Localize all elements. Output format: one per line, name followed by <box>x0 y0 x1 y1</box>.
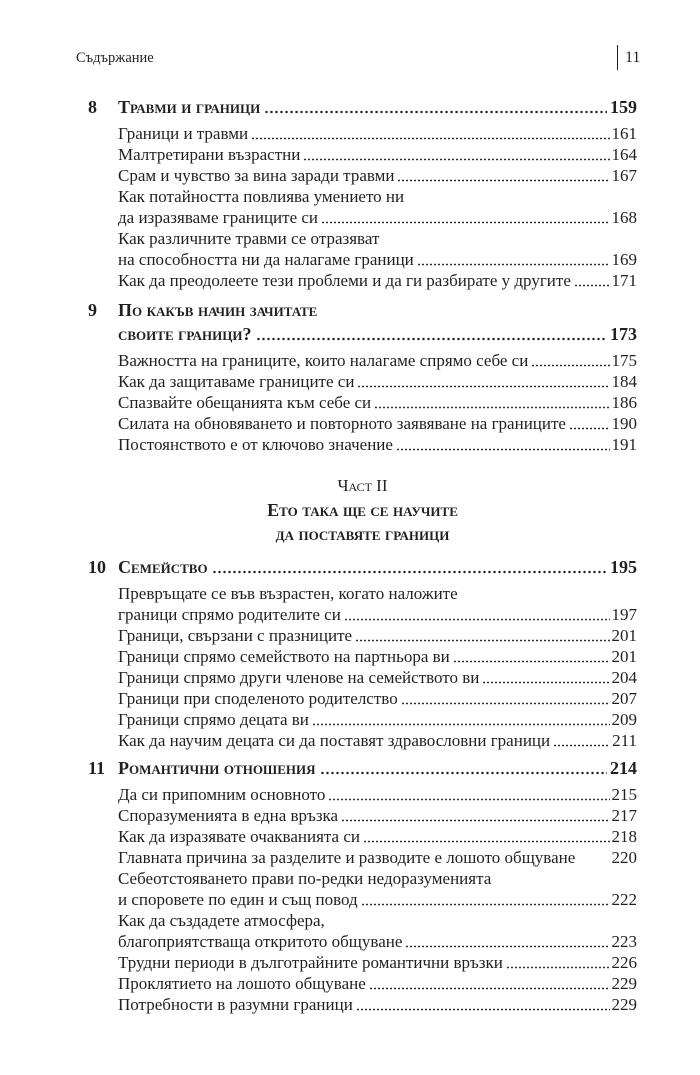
entry-page-number: 229 <box>611 995 637 1014</box>
toc-entry <box>118 931 637 952</box>
toc-entry <box>118 165 637 186</box>
toc-entry <box>118 952 637 973</box>
chapter-number: 10 <box>88 557 106 577</box>
entry-spacer <box>579 847 607 868</box>
entry-title: Себеотстояването прави по-редки недоразуменията <box>118 869 492 888</box>
entry-title: Как да научим децата си да поставят здравословни граници <box>118 731 551 750</box>
page-number: 11 <box>625 49 641 66</box>
entry-title: Потребности в разумни граници <box>118 995 353 1014</box>
toc-entry <box>118 350 637 371</box>
entry-page-number: 215 <box>611 785 637 804</box>
dot-leader <box>396 434 610 455</box>
entry-title: Важността на границите, които налагаме спрямо себе си <box>118 351 529 370</box>
dot-leader <box>312 709 610 730</box>
chapter-heading <box>88 555 637 579</box>
entry-title: Постоянството е от ключово значение <box>118 435 393 454</box>
toc-entry-line <box>118 228 637 249</box>
toc-entry <box>118 270 637 291</box>
chapter-entries <box>88 583 637 751</box>
header-divider <box>617 45 618 70</box>
entry-page-number: 168 <box>611 208 637 227</box>
dot-leader <box>531 350 609 371</box>
entry-title: Граници спрямо децата ви <box>118 710 309 729</box>
chapter-heading-continued <box>88 322 637 346</box>
entry-page-number: 197 <box>611 605 637 624</box>
entry-page-number: 164 <box>611 145 637 164</box>
toc-entry <box>118 123 637 144</box>
entry-page-number: 226 <box>611 953 637 972</box>
dot-leader <box>320 756 608 780</box>
entry-title: Как да изразявате очакванията си <box>118 827 360 846</box>
toc-entry <box>118 847 637 868</box>
chapter-11 <box>88 756 637 1015</box>
entry-page-number: 167 <box>611 166 637 185</box>
dot-leader <box>363 826 610 847</box>
dot-leader <box>356 994 610 1015</box>
dot-leader <box>574 270 610 291</box>
dot-leader <box>553 730 610 751</box>
entry-title: Проклятието на лошото общуване <box>118 974 366 993</box>
chapter-title-continued: своите граници? <box>118 324 252 344</box>
entry-page-number: 161 <box>611 124 637 143</box>
chapter-8 <box>88 95 637 291</box>
entry-page-number: 211 <box>612 731 637 750</box>
entry-title: Трудни периоди в дълготрайните романтични връзки <box>118 953 503 972</box>
entry-page-number: 171 <box>611 271 637 290</box>
entry-title: Главната причина за разделите и разводите е лошото общуване <box>118 848 576 867</box>
entry-title-continued: на способността ни да налагаме граници <box>118 250 414 269</box>
entry-title-continued: граници спрямо родителите си <box>118 605 341 624</box>
dot-leader <box>506 952 610 973</box>
entry-page-number: 222 <box>611 890 637 909</box>
chapter-page-number: 214 <box>610 758 637 778</box>
chapter-number: 8 <box>88 97 97 117</box>
entry-title: Как да преодолеете тези проблеми и да ги разбирате у другите <box>118 271 571 290</box>
chapter-title: Семейство <box>118 557 208 577</box>
toc-entry <box>118 826 637 847</box>
entry-page-number: 207 <box>611 689 637 708</box>
toc-entry <box>118 249 637 270</box>
entry-title: Как да създадете атмосфера, <box>118 911 325 930</box>
chapter-heading <box>88 95 637 119</box>
chapter-title: Романтични отношения <box>118 758 316 778</box>
dot-leader <box>401 688 610 709</box>
dot-leader <box>256 322 607 346</box>
dot-leader <box>212 555 607 579</box>
entry-page-number: 229 <box>611 974 637 993</box>
toc-entry <box>118 889 637 910</box>
chapter-page-number: 159 <box>610 97 637 117</box>
chapter-10 <box>88 555 637 751</box>
toc-entry <box>118 730 637 751</box>
entry-page-number: 209 <box>611 710 637 729</box>
entry-title-continued: благоприятстваща откритото общуване <box>118 932 403 951</box>
chapter-entries <box>88 350 637 455</box>
toc-entry-line <box>118 868 637 889</box>
dot-leader <box>264 95 607 119</box>
toc-entry <box>118 144 637 165</box>
chapter-heading <box>88 298 637 322</box>
chapter-page-number: 195 <box>610 557 637 577</box>
toc-entry <box>118 625 637 646</box>
dot-leader <box>321 207 609 228</box>
chapter-title: Травми и граници <box>118 97 261 117</box>
entry-page-number: 201 <box>611 647 637 666</box>
entry-title-continued: и споровете по един и същ повод <box>118 890 358 909</box>
dot-leader <box>341 805 609 826</box>
entry-page-number: 201 <box>611 626 637 645</box>
entry-page-number: 223 <box>611 932 637 951</box>
entry-page-number: 169 <box>611 250 637 269</box>
toc-entry <box>118 994 637 1015</box>
toc-entry-line <box>118 910 637 931</box>
dot-leader <box>328 784 609 805</box>
toc-entry-line <box>118 186 637 207</box>
dot-leader <box>417 249 610 270</box>
entry-page-number: 218 <box>611 827 637 846</box>
chapter-page-number: 173 <box>610 324 637 344</box>
entry-title-continued: да изразяваме границите си <box>118 208 319 227</box>
chapter-heading <box>88 756 637 780</box>
dot-leader <box>569 413 610 434</box>
entry-page-number: 186 <box>611 393 637 412</box>
entry-page-number: 204 <box>611 668 637 687</box>
part-label: Част II <box>337 476 388 495</box>
toc-entry <box>118 973 637 994</box>
dot-leader <box>369 973 610 994</box>
entry-page-number: 220 <box>611 848 637 867</box>
toc-entry <box>118 646 637 667</box>
entry-title: Спазвайте обещанията към себе си <box>118 393 372 412</box>
entry-title: Граници спрямо семейството на партньора ви <box>118 647 450 666</box>
entry-title: Срам и чувство за вина заради травми <box>118 166 395 185</box>
toc-entry <box>118 604 637 625</box>
entry-page-number: 190 <box>611 414 637 433</box>
dot-leader <box>361 889 610 910</box>
toc-entry <box>118 709 637 730</box>
toc-entry <box>118 413 637 434</box>
entry-title: Граници и травми <box>118 124 249 143</box>
entry-page-number: 217 <box>611 806 637 825</box>
entry-title: Малтретирани възрастни <box>118 145 301 164</box>
chapter-entries <box>88 123 637 291</box>
entry-title: Граници при споделеното родителство <box>118 689 398 708</box>
part-title: Ето така ще се научите <box>267 500 458 520</box>
entry-title: Силата на обновяването и повторното заявяване на границите <box>118 414 566 433</box>
running-header-title: Съдържание <box>76 50 154 66</box>
dot-leader <box>251 123 609 144</box>
part-title-continued: да поставяте граници <box>275 524 450 544</box>
chapter-number: 9 <box>88 300 97 320</box>
toc-entry <box>118 805 637 826</box>
entry-title: Да си припомним основното <box>118 785 326 804</box>
toc-entry <box>118 667 637 688</box>
entry-page-number: 184 <box>611 372 637 391</box>
entry-title: Превръщате се във възрастен, когато наложите <box>118 584 458 603</box>
toc-entry <box>118 688 637 709</box>
toc-entry <box>118 784 637 805</box>
entry-title: Как потайността повлиява умението ни <box>118 187 405 206</box>
dot-leader <box>355 625 609 646</box>
entry-title: Споразуменията в една връзка <box>118 806 339 825</box>
dot-leader <box>344 604 610 625</box>
dot-leader <box>303 144 609 165</box>
dot-leader <box>357 371 609 392</box>
toc-entry <box>118 434 637 455</box>
toc-entry <box>118 207 637 228</box>
chapter-9 <box>88 298 637 455</box>
dot-leader <box>453 646 610 667</box>
entry-title: Граници, свързани с празниците <box>118 626 353 645</box>
chapter-title: По какъв начин зачитате <box>118 300 318 320</box>
entry-page-number: 191 <box>611 435 637 454</box>
toc-entry <box>118 371 637 392</box>
entry-title: Как различните травми се отразяват <box>118 229 380 248</box>
dot-leader <box>482 667 609 688</box>
toc-entry-line <box>118 583 637 604</box>
entry-title: Граници спрямо други членове на семейството ви <box>118 668 480 687</box>
chapter-number: 11 <box>88 758 106 778</box>
dot-leader <box>397 165 609 186</box>
part-heading <box>88 474 637 546</box>
chapter-entries <box>88 784 637 1015</box>
dot-leader <box>374 392 609 413</box>
dot-leader <box>405 931 609 952</box>
toc-entry <box>118 392 637 413</box>
entry-title: Как да защитаваме границите си <box>118 372 355 391</box>
entry-page-number: 175 <box>611 351 637 370</box>
